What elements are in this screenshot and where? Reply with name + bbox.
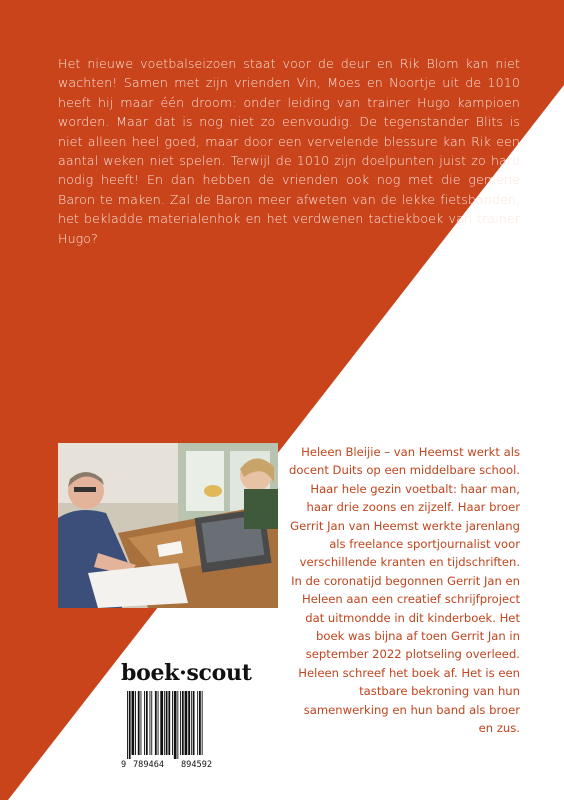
barcode-bar [180, 691, 181, 755]
barcode-bar [168, 691, 170, 755]
logo-part-boek: boek [121, 660, 180, 686]
barcode-bar [166, 691, 168, 755]
barcode-bar [172, 691, 173, 755]
barcode-bar [164, 691, 165, 755]
barcode-bar [158, 691, 159, 755]
isbn-group-1: 789464 [133, 760, 165, 770]
barcode-bar [151, 691, 152, 755]
barcode-bar [188, 691, 190, 755]
book-blurb: Het nieuwe voetbalseizoen staat voor de deur en Rik Blom kan niet wachten! Samen met zijn vrienden Vin, Moes en Noortje uit de 1010 heeft hij maar één droom: onder leiding van trainer Hugo kampioen worden. Maar dat is nog niet zo eenvoudig. De tegenstander Blits is niet alleen heel goed, maar door een vervelende blessure kan Rik een aantal weken niet spelen. Terwijl de 1010 zijn doelpunten juist zo hard nodig heeft! En dan hebben de vrienden ook nog met die gemene Baron te maken. Zal de Baron meer afweten van de lekke fietsbanden, het bekladde materialenhok en het verdwenen tactiekboek van trainer Hugo? [58, 56, 520, 246]
author-photo [58, 443, 278, 608]
author-bio: Heleen Bleijie – van Heemst werkt als docent Duits op een middelbare school. Haar hele gezin voetbalt: haar man, haar drie zoons en zijzelf. Haar broer Gerrit Jan van Heemst werkte jarenlang als freelance sportjournalist voor verschillende kranten en tijdschriften. In de coronatijd begonnen Gerrit Jan en Heleen aan een creatief schrijfproject dat uitmondde in dit kinderboek. Het boek was bijna af toen Gerrit Jan in september 2022 plotseling overleed. Heleen schreef het boek af. Het is een tastbare bekroning van hun samenwerking en hun band als broer en zus. [289, 445, 520, 736]
barcode-bar [135, 691, 136, 755]
barcode-bar [177, 691, 178, 759]
barcode-bar [141, 691, 142, 755]
barcode-bar [155, 691, 157, 755]
barcode-bar [199, 691, 201, 755]
barcode-bar [191, 691, 192, 755]
barcode-bar [193, 691, 195, 755]
barcode-bar [185, 691, 188, 755]
logo-dot: · [179, 660, 187, 686]
barcode-bar [160, 691, 163, 755]
barcode-bar [197, 691, 198, 755]
barcode-bar [127, 691, 128, 759]
barcode-bar [129, 691, 131, 759]
barcode-bar [138, 691, 140, 755]
barcode-bar [182, 691, 184, 755]
barcode-bar [174, 691, 177, 759]
isbn-barcode [119, 687, 231, 771]
publisher-logo [121, 660, 252, 686]
isbn-first-digit: 9 [121, 760, 127, 770]
barcode-bars [119, 687, 231, 759]
barcode-bar [132, 691, 135, 755]
logo-part-scout: scout [186, 660, 252, 686]
isbn-group-2: 894592 [181, 760, 213, 770]
barcode-bar [144, 691, 145, 755]
barcode-bar [150, 691, 151, 755]
barcode-bar [146, 691, 148, 755]
barcode-bar [202, 691, 203, 755]
